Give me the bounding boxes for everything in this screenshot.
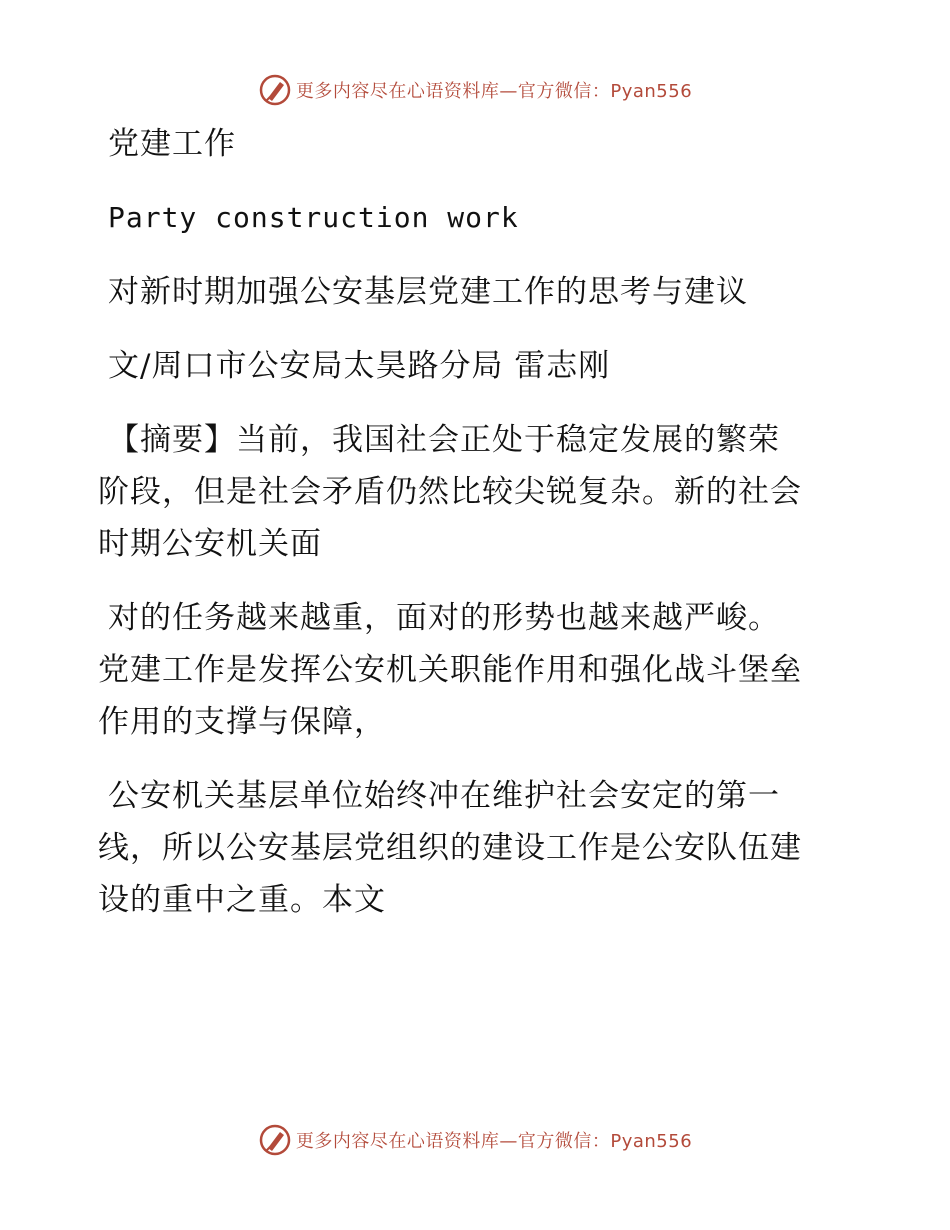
- paragraph-2: [98, 592, 858, 748]
- doc-title: 党建工作: [108, 126, 236, 162]
- paragraph-line: 党建工作是发挥公安机关职能作用和强化战斗堡垒: [98, 652, 802, 688]
- paragraph-line: 【摘要】当前，我国社会正处于稳定发展的繁荣: [108, 422, 780, 458]
- doc-heading: 对新时期加强公安基层党建工作的思考与建议: [108, 274, 748, 310]
- paragraph-line: 作用的支撑与保障，: [98, 704, 386, 740]
- watermark-text: 更多内容尽在心语资料库—官方微信：Pyan556: [295, 1131, 693, 1152]
- paragraph-abstract: [98, 414, 858, 570]
- paragraph-line: 时期公安机关面: [98, 526, 322, 562]
- doc-author: 文/周口市公安局太昊路分局 雷志刚: [108, 348, 611, 384]
- paragraph-line: 线，所以公安基层党组织的建设工作是公安队伍建: [98, 830, 802, 866]
- doc-title-english: Party construction work: [108, 201, 519, 234]
- document-body: [98, 118, 858, 926]
- paragraph-line: 阶段，但是社会矛盾仍然比较尖锐复杂。新的社会: [98, 474, 802, 510]
- header-watermark: [0, 72, 950, 108]
- paragraph-3: [98, 770, 858, 926]
- footer-watermark: [0, 1122, 950, 1158]
- pen-seal-icon: [258, 73, 292, 107]
- pen-seal-icon: [258, 1123, 292, 1157]
- paragraph-line: 公安机关基层单位始终冲在维护社会安定的第一: [108, 778, 780, 814]
- paragraph-line: 对的任务越来越重，面对的形势也越来越严峻。: [108, 600, 780, 636]
- watermark-text: 更多内容尽在心语资料库—官方微信：Pyan556: [295, 81, 693, 102]
- paragraph-line: 设的重中之重。本文: [98, 882, 386, 918]
